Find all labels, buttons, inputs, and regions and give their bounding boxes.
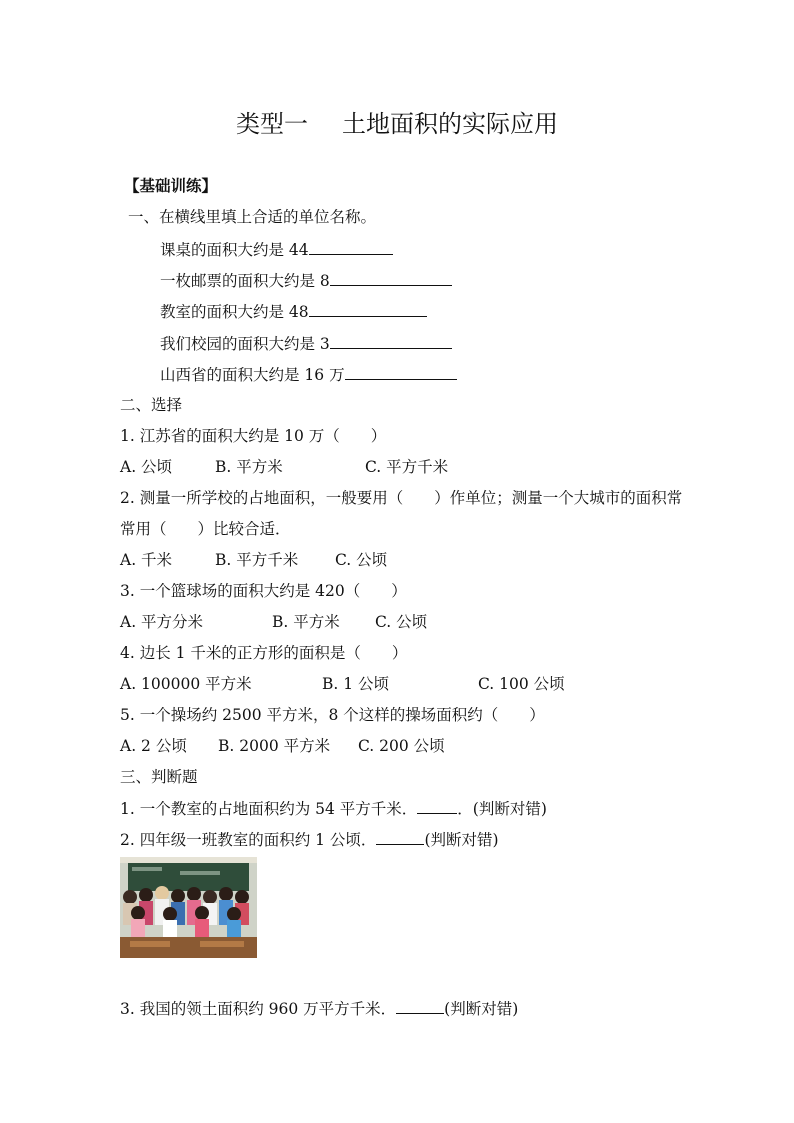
choice-q4: 4. 边长 1 千米的正方形的面积是（ ） (120, 644, 408, 662)
choice-q3: 3. 一个篮球场的面积大约是 420（ ） (120, 582, 407, 600)
fill-item-2 (160, 270, 452, 291)
page-title (0, 104, 794, 139)
fill-item-1 (160, 239, 393, 260)
choice-q4-options (120, 674, 565, 694)
option-b[interactable]: B. 1 公顷 (322, 675, 390, 693)
option-b[interactable]: B. 平方米 (272, 613, 340, 631)
fill-item-text: 我们校园的面积大约是 3 (160, 335, 330, 353)
judge-q3-suffix: (判断对错) (444, 1000, 519, 1018)
fill-item-text: 教室的面积大约是 48 (160, 303, 309, 321)
judge-q3 (120, 998, 518, 1019)
fill-item-3 (160, 301, 427, 322)
section2-heading: 二、选择 (120, 396, 183, 414)
answer-blank[interactable] (330, 333, 452, 349)
choice-q1: 1. 江苏省的面积大约是 10 万（ ） (120, 427, 387, 445)
option-c[interactable]: C. 公顷 (335, 551, 388, 569)
choice-q2-line2: 常用（ ）比较合适． (120, 520, 291, 538)
choice-q2-options (120, 550, 387, 570)
answer-blank[interactable] (309, 239, 393, 255)
classroom-photo-icon (120, 857, 257, 958)
judge-q1-text: 1. 一个教室的占地面积约为 54 平方千米． (120, 800, 418, 818)
answer-blank[interactable] (330, 270, 452, 286)
answer-blank[interactable] (309, 301, 427, 317)
choice-q3-options (120, 612, 427, 632)
answer-blank[interactable] (396, 998, 444, 1014)
judge-q3-text: 3. 我国的领土面积约 960 万平方千米． (120, 1000, 397, 1018)
option-c[interactable]: C. 200 公顷 (358, 737, 445, 755)
fill-item-text: 课桌的面积大约是 44 (160, 241, 309, 259)
option-a[interactable]: A. 100000 平方米 (120, 675, 252, 693)
option-a[interactable]: A. 平方分米 (120, 613, 204, 631)
choice-q2-line1: 2. 测量一所学校的占地面积，一般要用（ ）作单位；测量一个大城市的面积常 (120, 489, 683, 507)
fill-item-text: 山西省的面积大约是 16 万 (160, 366, 345, 384)
fill-item-5 (160, 364, 457, 385)
option-a[interactable]: A. 千米 (120, 551, 173, 569)
section1-heading: 一、在横线里填上合适的单位名称。 (128, 208, 377, 226)
judge-q1-suffix: ．(判断对错) (457, 800, 547, 818)
option-a[interactable]: A. 2 公顷 (120, 737, 187, 755)
option-b[interactable]: B. 平方米 (215, 458, 283, 476)
title-part1: 类型一 (236, 110, 308, 138)
judge-q2-suffix: (判断对错) (424, 831, 499, 849)
fill-item-4 (160, 333, 452, 354)
section3-heading: 三、判断题 (120, 768, 198, 786)
answer-blank[interactable] (345, 364, 457, 380)
option-c[interactable]: C. 平方千米 (365, 458, 449, 476)
choice-q5: 5. 一个操场约 2500 平方米，8 个这样的操场面积约（ ） (120, 706, 545, 724)
answer-blank[interactable] (417, 798, 457, 814)
answer-blank[interactable] (376, 829, 424, 845)
choice-q1-options (120, 457, 448, 477)
choice-q5-options (120, 736, 445, 756)
option-c[interactable]: C. 100 公顷 (478, 675, 565, 693)
option-a[interactable]: A. 公顷 (120, 458, 173, 476)
option-b[interactable]: B. 平方千米 (215, 551, 299, 569)
judge-q2 (120, 829, 499, 850)
option-c[interactable]: C. 公顷 (375, 613, 428, 631)
title-part2: 土地面积的实际应用 (342, 110, 558, 138)
option-b[interactable]: B. 2000 平方米 (218, 737, 331, 755)
judge-q2-text: 2. 四年级一班教室的面积约 1 公顷． (120, 831, 377, 849)
fill-item-text: 一枚邮票的面积大约是 8 (160, 272, 330, 290)
section-basic: 【基础训练】 (124, 177, 218, 195)
judge-q1 (120, 798, 547, 819)
